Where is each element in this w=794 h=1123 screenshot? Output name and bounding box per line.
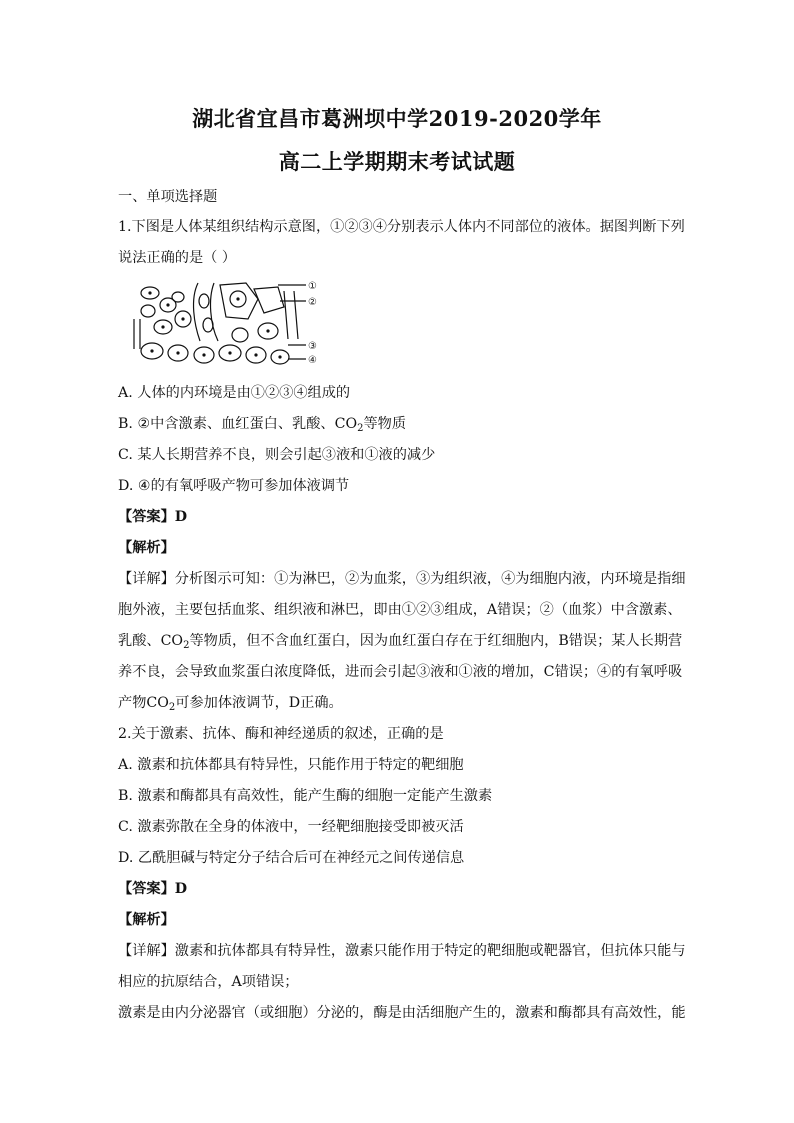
fig-label-2: ② [308,297,317,308]
tissue-structure-diagram [128,279,324,371]
q2-explanation-line3: 激素是由内分泌器官（或细胞）分泌的，酶是由活细胞产生的，激素和酶都具有高效性，能 [118,1005,686,1021]
section-heading: 一、单项选择题 [118,189,218,205]
q2-explanation-line2: 相应的抗原结合，A项错误； [118,974,299,990]
q2-answer: 【答案】D [118,881,188,897]
q1-option-d: D. ④的有氧呼吸产物可参加体液调节 [118,478,350,494]
q1-answer: 【答案】D [118,509,188,525]
q2-option-b: B. 激素和酶都具有高效性，能产生酶的细胞一定能产生激素 [118,788,493,804]
q2-analysis-heading: 【解析】 [118,912,175,928]
q1-explanation-line3: 乳酸、$CO_2$等物质，但不含血红蛋白，因为血红蛋白存在于红细胞内，B错误；某人长期营 [118,633,683,651]
doc-title-line2: 高二上学期期末考试试题 [278,149,516,174]
q1-explanation-line2: 胞外液，主要包括血浆、组织液和淋巴，即由①②③组成，A错误；②（血浆）中含激素、 [118,602,682,618]
q1-explanation-line1: 【详解】分析图示可知：①为淋巴，②为血浆，③为组织液，④为细胞内液，内环境是指细 [118,571,686,587]
q2-option-d: D. 乙酰胆碱与特定分子结合后可在神经元之间传递信息 [118,850,465,866]
q1-analysis-heading: 【解析】 [118,540,175,556]
q1-explanation-line4: 养不良，会导致血浆蛋白浓度降低，进而会引起③液和①液的增加，C错误；④的有氧呼吸 [118,664,683,680]
q2-explanation-line1: 【详解】激素和抗体都具有特异性，激素只能作用于特定的靶细胞或靶器官，但抗体只能与 [118,943,686,959]
q2-stem: 2.关于激素、抗体、酶和神经递质的叙述，正确的是 [118,726,444,742]
q1-explanation-line5: 产物$CO_2$可参加体液调节，D正确。 [118,695,343,713]
q2-option-c: C. 激素弥散在全身的体液中，一经靶细胞接受即被灭活 [118,819,464,835]
q1-option-c: C. 某人长期营养不良，则会引起③液和①液的减少 [118,447,436,463]
q1-stem-line1: 1.下图是人体某组织结构示意图，①②③④分别表示人体内不同部位的液体。据图判断下列 [118,219,685,235]
q1-option-b: B. ②中含激素、血红蛋白、乳酸、$CO_2$等物质 [118,416,407,434]
doc-title-line1: 湖北省宜昌市葛洲坝中学2019-2020学年 [192,106,602,131]
fig-label-3: ③ [308,341,317,352]
q1-option-a: A. 人体的内环境是由①②③④组成的 [118,385,351,401]
fig-label-4: ④ [308,355,317,366]
q2-option-a: A. 激素和抗体都具有特异性，只能作用于特定的靶细胞 [118,757,464,773]
fig-label-1: ① [308,281,317,292]
q1-stem-line2: 说法正确的是（ ） [118,250,237,266]
